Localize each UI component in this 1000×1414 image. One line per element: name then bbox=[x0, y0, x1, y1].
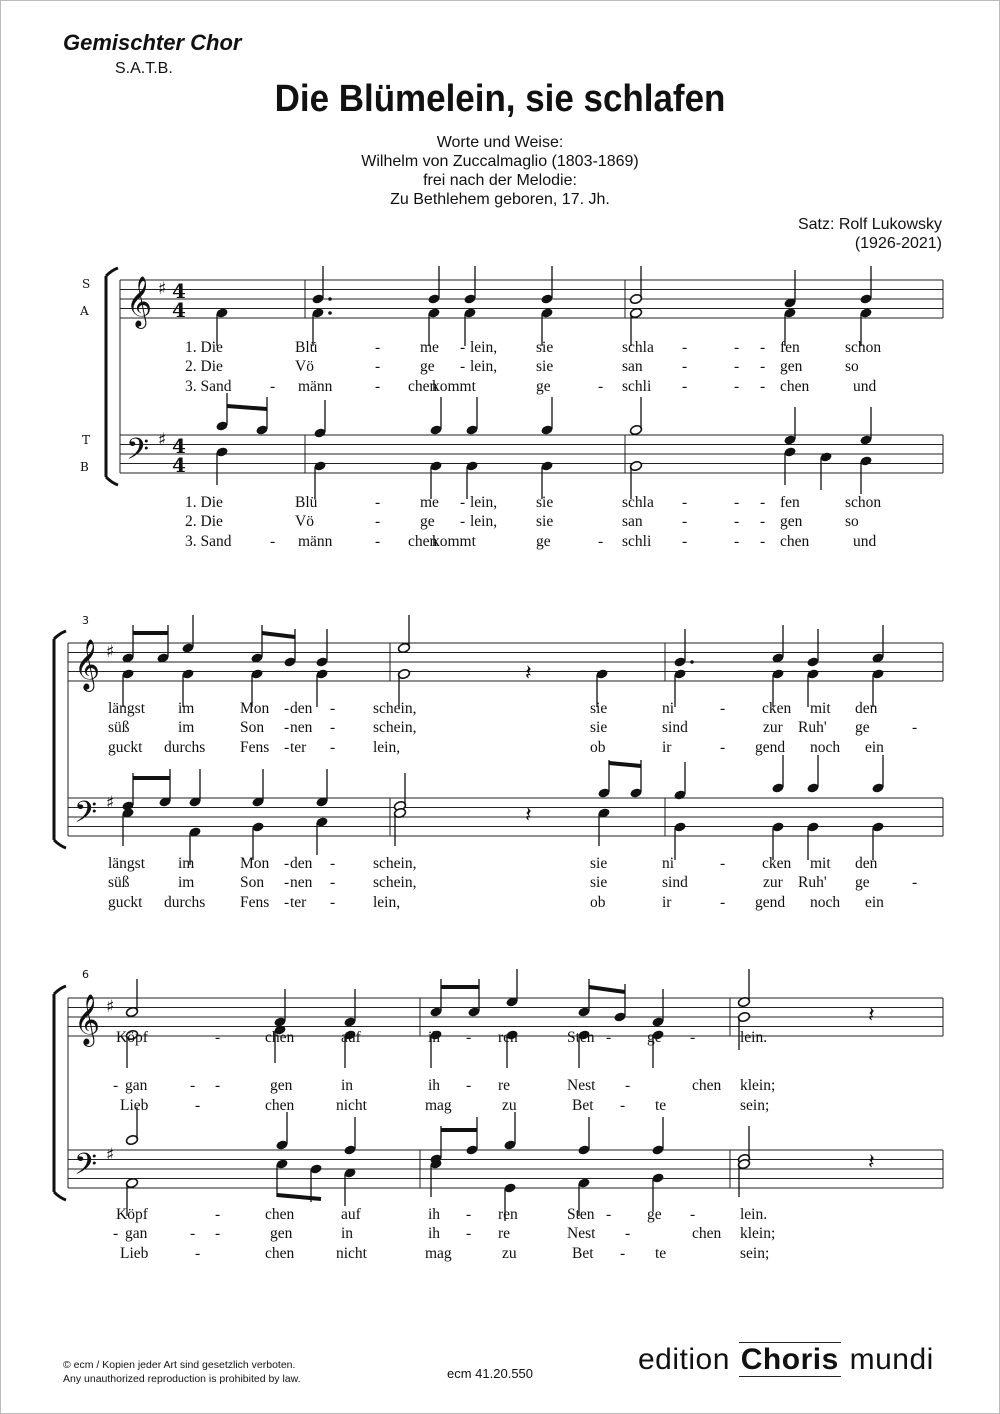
lyric-syllable: Ruh' bbox=[798, 719, 827, 736]
lyric-syllable: mit bbox=[810, 700, 831, 717]
lyric-syllable: den bbox=[290, 700, 313, 717]
lyric-syllable: - bbox=[620, 1245, 626, 1262]
lyric-syllable: - bbox=[215, 1029, 221, 1046]
beam bbox=[262, 633, 295, 637]
lyric-syllable: Bet bbox=[572, 1245, 594, 1262]
lyric-syllable: und bbox=[853, 378, 877, 395]
lyric-syllable: gen bbox=[270, 1225, 293, 1242]
lyric-syllable: me bbox=[420, 494, 439, 511]
lyric-syllable: ir bbox=[662, 894, 672, 911]
lyric-syllable: - bbox=[375, 494, 381, 511]
beam bbox=[609, 763, 641, 766]
lyric-syllable: kommt bbox=[432, 533, 476, 550]
lyric-syllable: Sten bbox=[567, 1029, 595, 1046]
lyric-syllable: im bbox=[178, 855, 195, 872]
lyric-syllable: klein; bbox=[740, 1077, 776, 1094]
lyric-syllable: - bbox=[284, 874, 290, 891]
lyric-syllable: gend bbox=[755, 739, 786, 756]
lyric-syllable: - bbox=[190, 1077, 196, 1094]
lyric-syllable: - bbox=[912, 874, 918, 891]
lyric-syllable: ren bbox=[498, 1206, 518, 1223]
lyric-syllable: - bbox=[734, 533, 740, 550]
lyric-syllable: durchs bbox=[164, 894, 206, 911]
lyric-syllable: - bbox=[720, 894, 726, 911]
lyric-syllable: - bbox=[760, 378, 766, 395]
lyric-syllable: gend bbox=[755, 894, 786, 911]
lyric-syllable: - bbox=[682, 533, 688, 550]
lyric-syllable: - bbox=[375, 513, 381, 530]
lyric-syllable: chen bbox=[780, 533, 810, 550]
key-signature-sharp: ♯ bbox=[158, 279, 167, 299]
lyric-syllable: zur bbox=[763, 874, 783, 891]
lyric-syllable: Blü bbox=[295, 339, 318, 356]
lyric-syllable: ein bbox=[865, 739, 884, 756]
lyric-syllable: ih bbox=[428, 1077, 441, 1094]
lyric-syllable: Lieb bbox=[120, 1097, 149, 1114]
lyric-syllable: - bbox=[625, 1225, 631, 1242]
beam bbox=[589, 987, 625, 992]
lyric-syllable: im bbox=[178, 874, 195, 891]
lyric-syllable: schein, bbox=[373, 874, 417, 891]
lyric-syllable: sie bbox=[536, 494, 554, 511]
lyric-syllable: chen bbox=[265, 1097, 295, 1114]
lyric-syllable: ob bbox=[590, 739, 606, 756]
lyric-syllable: schla bbox=[622, 339, 654, 356]
system-bracket bbox=[106, 268, 118, 485]
time-signature: 4 bbox=[172, 434, 186, 458]
lyric-syllable: - bbox=[466, 1206, 472, 1223]
lyric-syllable: 3. Sand bbox=[185, 533, 232, 550]
lyric-syllable: Bet bbox=[572, 1097, 594, 1114]
system-bracket bbox=[54, 631, 66, 848]
lyric-syllable: so bbox=[845, 513, 859, 530]
lyric-syllable: sie bbox=[536, 513, 554, 530]
lyric-syllable: ni bbox=[662, 855, 675, 872]
lyric-syllable: - bbox=[760, 513, 766, 530]
lyric-syllable: san bbox=[622, 358, 643, 375]
key-signature-sharp: ♯ bbox=[106, 997, 115, 1017]
lyric-syllable: - bbox=[460, 358, 466, 375]
lyric-syllable: sie bbox=[590, 700, 608, 717]
lyric-syllable: den bbox=[855, 855, 878, 872]
lyric-syllable: lein, bbox=[470, 513, 498, 530]
key-signature-sharp: ♯ bbox=[106, 642, 115, 662]
lyric-syllable: ge bbox=[420, 358, 435, 375]
lyric-syllable: - bbox=[375, 378, 381, 395]
lyric-syllable: chen bbox=[692, 1225, 722, 1242]
lyric-syllable: 1. Die bbox=[185, 494, 223, 511]
lyric-syllable: nen bbox=[290, 874, 313, 891]
key-signature-sharp: ♯ bbox=[106, 1145, 115, 1165]
lyric-syllable: - bbox=[682, 358, 688, 375]
lyric-syllable: guckt bbox=[108, 739, 143, 756]
lyric-syllable: zu bbox=[502, 1245, 517, 1262]
lyric-syllable: - bbox=[912, 719, 918, 736]
lyric-syllable: - bbox=[466, 1077, 472, 1094]
lyric-syllable: Nest bbox=[567, 1077, 596, 1094]
beam bbox=[277, 1195, 321, 1199]
copyright-line-2: Any unauthorized reproduction is prohibited by law. bbox=[63, 1373, 301, 1385]
logo-part-edition: edition bbox=[638, 1343, 739, 1376]
lyric-syllable: längst bbox=[108, 700, 146, 717]
lyric-syllable: lein, bbox=[470, 494, 498, 511]
lyric-syllable: te bbox=[655, 1245, 667, 1262]
lyric-syllable: gan bbox=[125, 1077, 148, 1094]
lyric-syllable: - bbox=[720, 700, 726, 717]
lyric-syllable: in bbox=[341, 1225, 354, 1242]
page-title: Die Blümelein, sie schlafen bbox=[274, 78, 726, 120]
lyric-syllable: ir bbox=[662, 739, 672, 756]
lyric-syllable: sie bbox=[590, 874, 608, 891]
lyric-syllable: fen bbox=[780, 339, 800, 356]
lyric-syllable: nicht bbox=[336, 1097, 367, 1114]
lyric-syllable: schein, bbox=[373, 855, 417, 872]
voice-label-s: S bbox=[82, 277, 91, 291]
lyric-syllable: - bbox=[284, 894, 290, 911]
lyric-syllable: chen bbox=[692, 1077, 722, 1094]
lyric-syllable: - bbox=[734, 494, 740, 511]
lyric-syllable: - bbox=[375, 358, 381, 375]
lyric-syllable: - bbox=[720, 855, 726, 872]
lyric-syllable: - bbox=[270, 378, 276, 395]
lyric-syllable: sein; bbox=[740, 1245, 770, 1262]
bass-clef: 𝄢 bbox=[74, 1148, 98, 1189]
lyric-syllable: Fens bbox=[240, 739, 270, 756]
lyric-syllable: Son bbox=[240, 719, 265, 736]
time-signature: 4 bbox=[172, 453, 186, 477]
lyric-syllable: männ bbox=[298, 378, 333, 395]
lyric-syllable: schein, bbox=[373, 700, 417, 717]
lyric-syllable: - bbox=[682, 339, 688, 356]
lyric-syllable: im bbox=[178, 719, 195, 736]
lyric-syllable: - bbox=[682, 378, 688, 395]
credit-line: Zu Bethlehem geboren, 17. Jh. bbox=[390, 191, 610, 208]
lyric-syllable: im bbox=[178, 700, 195, 717]
lyric-syllable: chen bbox=[265, 1206, 295, 1223]
lyric-syllable: sie bbox=[590, 719, 608, 736]
lyric-syllable: chen bbox=[780, 378, 810, 395]
lyric-syllable: re bbox=[498, 1225, 511, 1242]
lyric-syllable: - bbox=[284, 855, 290, 872]
lyric-syllable: chen bbox=[265, 1029, 295, 1046]
lyric-syllable: schli bbox=[622, 533, 652, 550]
lyric-syllable: - bbox=[284, 739, 290, 756]
lyric-syllable: - bbox=[734, 513, 740, 530]
lyric-syllable: mag bbox=[425, 1245, 452, 1262]
logo-part-mundi: mundi bbox=[840, 1343, 934, 1376]
lyric-syllable: schon bbox=[845, 339, 882, 356]
lyric-syllable: ih bbox=[428, 1029, 441, 1046]
treble-clef: 𝄞 bbox=[74, 994, 101, 1045]
lyric-syllable: - bbox=[460, 339, 466, 356]
key-signature-sharp: ♯ bbox=[106, 793, 115, 813]
copyright bbox=[63, 1358, 301, 1386]
key-signature-sharp: ♯ bbox=[158, 430, 167, 450]
lyric-syllable: - bbox=[375, 339, 381, 356]
lyric-syllable: in bbox=[341, 1077, 354, 1094]
lyric-syllable: - bbox=[284, 700, 290, 717]
logo-part-choris: Choris bbox=[740, 1343, 839, 1376]
lyric-syllable: me bbox=[420, 339, 439, 356]
lyric-syllable: lein, bbox=[373, 739, 401, 756]
credit-line: Worte und Weise: bbox=[436, 134, 564, 151]
lyric-syllable: süß bbox=[108, 874, 130, 891]
measure-number: 6 bbox=[82, 968, 89, 981]
lyric-syllable: 1. Die bbox=[185, 339, 223, 356]
lyric-syllable: - bbox=[682, 513, 688, 530]
lyric-syllable: gen bbox=[780, 513, 803, 530]
lyric-syllable: - bbox=[760, 339, 766, 356]
quarter-rest: 𝄽 bbox=[868, 1003, 875, 1028]
quarter-rest: 𝄽 bbox=[868, 1150, 875, 1175]
lyric-syllable: fen bbox=[780, 494, 800, 511]
choir-type: Gemischter Chor bbox=[63, 30, 242, 55]
lyric-syllable: 3. Sand bbox=[185, 378, 232, 395]
lyric-syllable: den bbox=[855, 700, 878, 717]
augmentation-dot bbox=[328, 311, 332, 315]
lyric-syllable: - bbox=[625, 1077, 631, 1094]
lyric-syllable: - bbox=[270, 533, 276, 550]
lyric-syllable: ge bbox=[647, 1029, 662, 1046]
lyric-syllable: schein, bbox=[373, 719, 417, 736]
lyric-syllable: längst bbox=[108, 855, 146, 872]
lyric-syllable: - bbox=[606, 1029, 612, 1046]
publisher-logo bbox=[638, 1343, 934, 1377]
lyric-syllable: - bbox=[598, 533, 604, 550]
lyric-syllable: - bbox=[690, 1206, 696, 1223]
lyric-syllable: Sten bbox=[567, 1206, 595, 1223]
lyric-syllable: mit bbox=[810, 855, 831, 872]
lyric-syllable: schli bbox=[622, 378, 652, 395]
quarter-rest: 𝄽 bbox=[525, 803, 532, 828]
lyric-syllable: - bbox=[734, 358, 740, 375]
lyric-syllable: den bbox=[290, 855, 313, 872]
lyric-syllable: - bbox=[734, 378, 740, 395]
lyric-syllable: noch bbox=[810, 739, 841, 756]
lyric-syllable: guckt bbox=[108, 894, 143, 911]
lyric-syllable: so bbox=[845, 358, 859, 375]
lyric-syllable: sie bbox=[590, 855, 608, 872]
lyric-syllable: ni bbox=[662, 700, 675, 717]
augmentation-dot bbox=[328, 297, 332, 301]
lyric-syllable: - bbox=[734, 339, 740, 356]
lyric-syllable: - bbox=[190, 1225, 196, 1242]
lyric-syllable: - bbox=[330, 719, 336, 736]
lyric-syllable: ih bbox=[428, 1225, 441, 1242]
voice-label-b: B bbox=[80, 460, 89, 474]
lyric-syllable: ge bbox=[536, 378, 551, 395]
lyric-syllable: gen bbox=[780, 358, 803, 375]
lyric-syllable: - bbox=[760, 494, 766, 511]
lyric-syllable: sind bbox=[662, 719, 688, 736]
lyric-syllable: te bbox=[655, 1097, 667, 1114]
lyric-syllable: gen bbox=[270, 1077, 293, 1094]
lyric-syllable: - bbox=[195, 1245, 201, 1262]
lyric-syllable: - bbox=[330, 894, 336, 911]
lyric-syllable: noch bbox=[810, 894, 841, 911]
lyric-syllable: - bbox=[682, 494, 688, 511]
lyric-syllable: - bbox=[113, 1225, 119, 1242]
lyric-syllable: - bbox=[620, 1097, 626, 1114]
lyric-syllable: ge bbox=[536, 533, 551, 550]
quarter-rest: 𝄽 bbox=[525, 661, 532, 686]
lyric-syllable: ge bbox=[855, 719, 870, 736]
arranger-dates: (1926-2021) bbox=[854, 235, 942, 252]
lyric-syllable: ob bbox=[590, 894, 606, 911]
lyric-syllable: Nest bbox=[567, 1225, 596, 1242]
lyric-syllable: chen bbox=[408, 533, 438, 550]
lyric-syllable: Vö bbox=[295, 358, 314, 375]
lyric-syllable: mag bbox=[425, 1097, 452, 1114]
lyric-syllable: cken bbox=[762, 855, 792, 872]
measure-number: 3 bbox=[82, 614, 89, 627]
lyric-syllable: ge bbox=[420, 513, 435, 530]
lyric-syllable: lein, bbox=[470, 358, 498, 375]
lyric-syllable: Köpf bbox=[116, 1029, 148, 1046]
lyric-syllable: ein bbox=[865, 894, 884, 911]
treble-clef: 𝄞 bbox=[74, 639, 101, 690]
lyric-syllable: - bbox=[215, 1077, 221, 1094]
lyric-syllable: auf bbox=[341, 1206, 361, 1223]
lyric-syllable: - bbox=[330, 855, 336, 872]
lyric-syllable: san bbox=[622, 513, 643, 530]
lyric-syllable: - bbox=[195, 1097, 201, 1114]
lyric-syllable: sie bbox=[536, 358, 554, 375]
lyric-syllable: ge bbox=[855, 874, 870, 891]
lyric-syllable: - bbox=[466, 1029, 472, 1046]
lyric-syllable: Blü bbox=[295, 494, 318, 511]
lyric-syllable: süß bbox=[108, 719, 130, 736]
lyric-syllable: - bbox=[460, 494, 466, 511]
lyric-syllable: chen bbox=[265, 1245, 295, 1262]
lyric-syllable: gan bbox=[125, 1225, 148, 1242]
lyric-syllable: - bbox=[760, 358, 766, 375]
time-signature: 4 bbox=[172, 279, 186, 303]
lyric-syllable: und bbox=[853, 533, 877, 550]
lyric-syllable: Köpf bbox=[116, 1206, 148, 1223]
treble-clef: 𝄞 bbox=[126, 276, 153, 327]
catalog-number: ecm 41.20.550 bbox=[447, 1366, 534, 1381]
credit-line: frei nach der Melodie: bbox=[423, 172, 577, 189]
lyric-syllable: ih bbox=[428, 1206, 441, 1223]
lyric-syllable: - bbox=[690, 1029, 696, 1046]
lyric-syllable: kommt bbox=[432, 378, 476, 395]
lyric-syllable: - bbox=[330, 700, 336, 717]
lyric-syllable: - bbox=[460, 513, 466, 530]
lyric-syllable: zu bbox=[502, 1097, 517, 1114]
lyric-syllable: 2. Die bbox=[185, 513, 223, 530]
lyric-syllable: Mon bbox=[240, 855, 270, 872]
beam bbox=[227, 406, 267, 409]
lyric-syllable: ter bbox=[290, 739, 307, 756]
lyric-syllable: lein. bbox=[740, 1029, 768, 1046]
lyric-syllable: klein; bbox=[740, 1225, 776, 1242]
lyric-syllable: nen bbox=[290, 719, 313, 736]
lyric-syllable: nicht bbox=[336, 1245, 367, 1262]
lyric-syllable: - bbox=[284, 719, 290, 736]
lyric-syllable: lein. bbox=[740, 1206, 768, 1223]
credit-line: Wilhelm von Zuccalmaglio (1803-1869) bbox=[361, 153, 639, 170]
lyric-syllable: - bbox=[113, 1077, 119, 1094]
system-bracket bbox=[54, 986, 66, 1200]
arranger-name: Satz: Rolf Lukowsky bbox=[797, 216, 942, 233]
lyric-syllable: männ bbox=[298, 533, 333, 550]
lyric-syllable: ren bbox=[498, 1029, 518, 1046]
lyric-syllable: sind bbox=[662, 874, 688, 891]
bass-clef: 𝄢 bbox=[74, 796, 98, 837]
lyric-syllable: - bbox=[466, 1225, 472, 1242]
augmentation-dot bbox=[690, 660, 694, 664]
copyright-line-1: © ecm / Kopien jeder Art sind gesetzlich verboten. bbox=[63, 1359, 296, 1371]
lyric-syllable: - bbox=[215, 1225, 221, 1242]
lyric-syllable: sein; bbox=[740, 1097, 770, 1114]
lyric-syllable: - bbox=[606, 1206, 612, 1223]
lyric-syllable: schon bbox=[845, 494, 882, 511]
lyric-syllable: schla bbox=[622, 494, 654, 511]
lyric-syllable: - bbox=[215, 1206, 221, 1223]
voicing: S.A.T.B. bbox=[115, 60, 173, 77]
lyric-syllable: durchs bbox=[164, 739, 206, 756]
lyric-syllable: Vö bbox=[295, 513, 314, 530]
lyric-syllable: - bbox=[760, 533, 766, 550]
lyric-syllable: chen bbox=[408, 378, 438, 395]
lyric-syllable: Ruh' bbox=[798, 874, 827, 891]
lyric-syllable: ge bbox=[647, 1206, 662, 1223]
lyric-syllable: lein, bbox=[470, 339, 498, 356]
voice-label-a: A bbox=[80, 304, 89, 318]
lyric-syllable: auf bbox=[341, 1029, 361, 1046]
lyric-syllable: - bbox=[720, 739, 726, 756]
bass-clef: 𝄢 bbox=[126, 433, 150, 474]
lyric-syllable: - bbox=[330, 739, 336, 756]
lyric-syllable: - bbox=[598, 378, 604, 395]
lyric-syllable: Mon bbox=[240, 700, 270, 717]
lyric-syllable: - bbox=[375, 533, 381, 550]
lyric-syllable: Son bbox=[240, 874, 265, 891]
lyric-syllable: lein, bbox=[373, 894, 401, 911]
lyric-syllable: 2. Die bbox=[185, 358, 223, 375]
lyric-syllable: - bbox=[330, 874, 336, 891]
lyric-syllable: Fens bbox=[240, 894, 270, 911]
lyric-syllable: sie bbox=[536, 339, 554, 356]
time-signature: 4 bbox=[172, 298, 186, 322]
lyric-syllable: Lieb bbox=[120, 1245, 149, 1262]
voice-label-t: T bbox=[82, 433, 91, 447]
lyric-syllable: zur bbox=[763, 719, 783, 736]
lyric-syllable: cken bbox=[762, 700, 792, 717]
lyric-syllable: re bbox=[498, 1077, 511, 1094]
lyric-syllable: ter bbox=[290, 894, 307, 911]
